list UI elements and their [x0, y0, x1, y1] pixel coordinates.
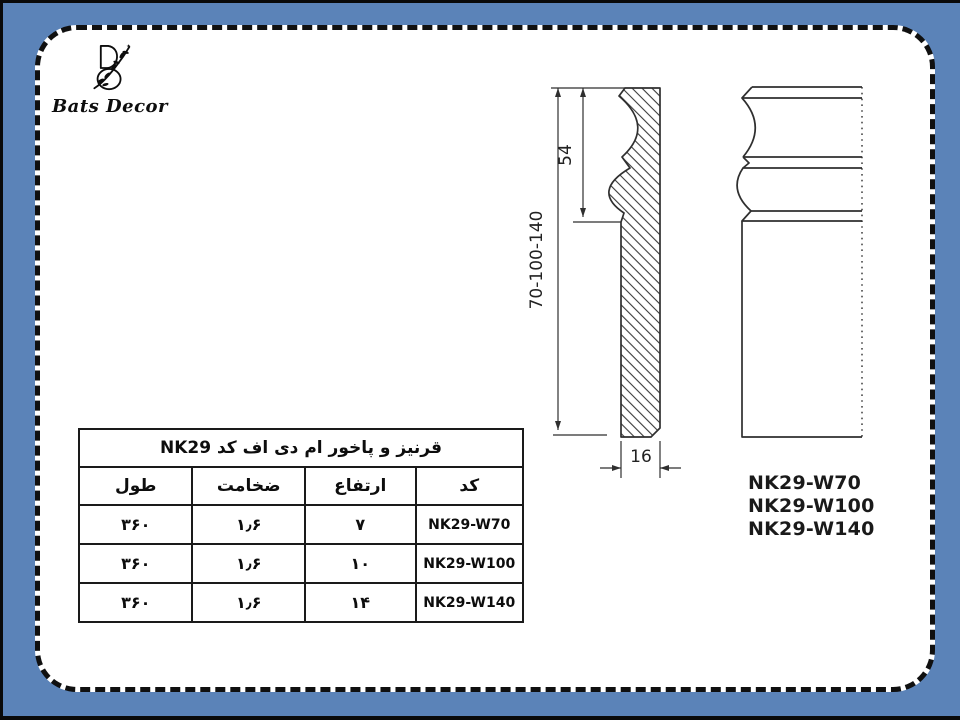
cell-thickness: ۱٫۶ — [192, 544, 305, 583]
table-title: قرنیز و پاخور ام دی اف کد NK29 — [79, 429, 523, 467]
section-view-drawing — [515, 75, 705, 495]
total-height-dimension-label: 70-100-140 — [527, 210, 547, 310]
cell-code: NK29-W70 — [416, 505, 523, 544]
cell-length: ۳۶۰ — [79, 505, 192, 544]
brand-name: Bats Decor — [51, 96, 169, 117]
table-title-row — [79, 429, 523, 467]
cell-height: ۱۰ — [305, 544, 416, 583]
codes-list — [748, 472, 875, 541]
cell-length: ۳۶۰ — [79, 583, 192, 622]
width-dimension-label: 16 — [630, 447, 652, 467]
table-row — [79, 583, 523, 622]
header-length: طول — [79, 467, 192, 505]
header-thickness: ضخامت — [192, 467, 305, 505]
logo — [50, 42, 170, 117]
table-row — [79, 505, 523, 544]
cell-thickness: ۱٫۶ — [192, 505, 305, 544]
code-item: NK29-W100 — [748, 495, 875, 517]
code-item: NK29-W140 — [748, 518, 875, 540]
header-code: کد — [416, 467, 523, 505]
frame-edge-left — [0, 0, 3, 720]
bats-decor-logo-icon — [87, 42, 133, 94]
spec-table — [78, 428, 524, 623]
cell-length: ۳۶۰ — [79, 544, 192, 583]
header-height: ارتفاع — [305, 467, 416, 505]
molding-height-dimension-label: 54 — [556, 144, 576, 166]
cell-thickness: ۱٫۶ — [192, 583, 305, 622]
cell-code: NK29-W100 — [416, 544, 523, 583]
frame-edge-bottom — [0, 716, 960, 720]
cell-height: ۷ — [305, 505, 416, 544]
code-item: NK29-W70 — [748, 472, 862, 494]
cell-height: ۱۴ — [305, 583, 416, 622]
cell-code: NK29-W140 — [416, 583, 523, 622]
front-view-drawing — [730, 80, 875, 445]
table-row — [79, 544, 523, 583]
table-header-row — [79, 467, 523, 505]
frame-edge-top — [0, 0, 960, 3]
profile-cross-section — [609, 88, 660, 437]
